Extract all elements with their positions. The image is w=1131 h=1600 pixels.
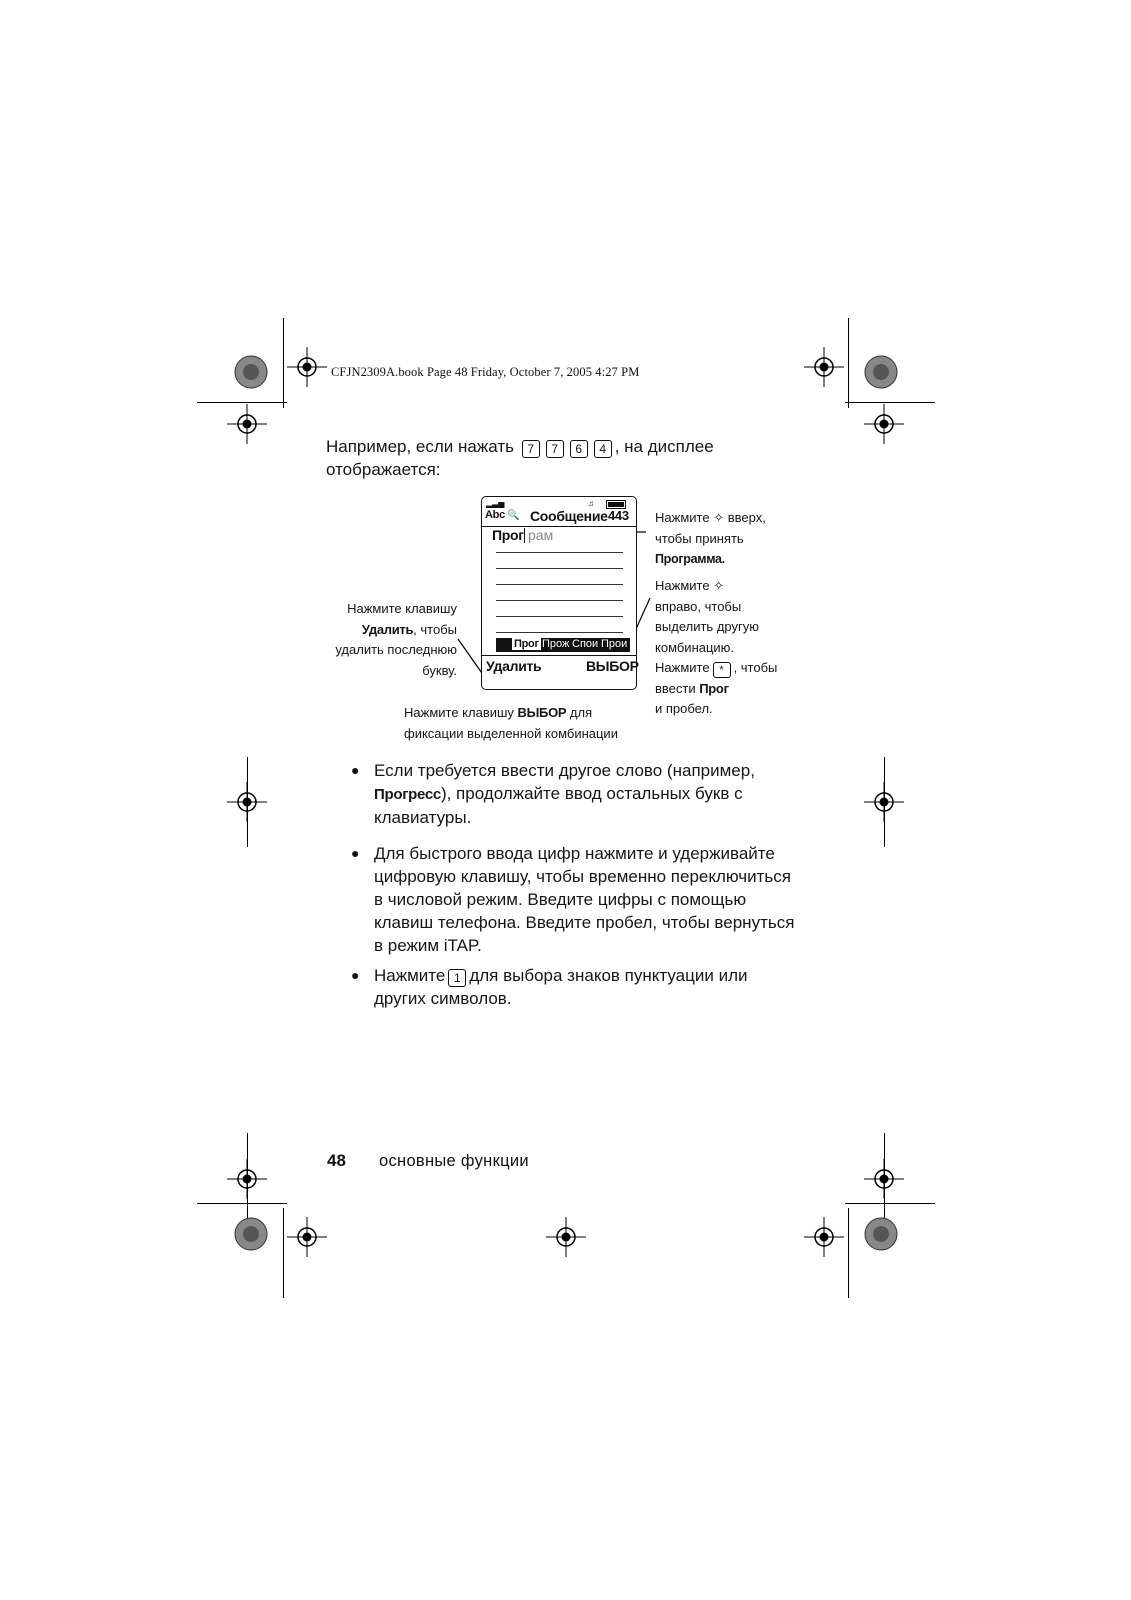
key-7-icon: 7 [522, 440, 540, 458]
bullet-line: других символов. [374, 989, 512, 1008]
display-title: Сообщение [530, 508, 608, 524]
bullet-line: клавиш телефона. Введите пробел, чтобы вернуться [374, 913, 795, 932]
bullet-3 [374, 964, 794, 1010]
callout-right-line: чтобы принять [655, 530, 744, 546]
callout-key: ВЫБОР [517, 705, 567, 720]
callout-left-line: Нажмите клавишу [347, 601, 457, 616]
key-4-icon: 4 [594, 440, 612, 458]
key-6-icon: 6 [570, 440, 588, 458]
print-header: CFJN2309A.book Page 48 Friday, October 7, 2005 4:27 PM [331, 365, 640, 379]
choice-item: Прож [542, 638, 570, 650]
intro-prefix: Например, если нажать [326, 437, 514, 456]
callout-bottom [404, 703, 644, 744]
callout-text: Нажмите [655, 660, 710, 675]
char-counter: 443 [608, 508, 629, 523]
callout-right-line [655, 679, 795, 700]
bullet-text: Нажмите [374, 966, 446, 985]
page-number: 48 [327, 1151, 346, 1170]
completion-text: рам [528, 527, 554, 543]
star-key-icon: * [713, 662, 731, 678]
callout-left-key: Удалить [361, 621, 414, 637]
bullet-line [374, 782, 794, 806]
callout-text: Нажмите [655, 510, 710, 525]
key-1-icon: 1 [448, 969, 466, 987]
callout-bottom-line: фиксации выделенной комбинации [404, 725, 618, 741]
bullet-line [374, 964, 794, 987]
callout-text: вверх, [727, 510, 766, 525]
bullet-line: клавиатуры. [374, 808, 472, 827]
itap-icon: 🔍 [507, 510, 520, 521]
choice-item: Прои [601, 638, 628, 650]
typed-text: Прог [492, 527, 524, 543]
signal-icon: ▂▃▅ [486, 499, 505, 508]
callout-text: , чтобы [733, 660, 778, 675]
bullet-dot-icon: ● [351, 762, 360, 778]
callout-left-line: удалить последнюю [335, 642, 457, 657]
bullet-line: в режим iTAP. [374, 936, 482, 955]
text-mode-label: Abc [485, 509, 505, 521]
callout-text: для [569, 705, 593, 720]
callout-bottom-line [404, 703, 644, 724]
callout-left-line: букву. [422, 662, 457, 678]
choice-selected: Прог [514, 638, 539, 650]
callout-word: Прог [699, 680, 729, 696]
callout-right-line: вправо, чтобы [655, 598, 742, 614]
callout-right-line: выделить другую [655, 619, 759, 634]
intro-line-2: отображается: [326, 460, 441, 479]
text-cursor [524, 528, 525, 543]
callout-text: Нажмите [655, 578, 710, 593]
bullet-line: Для быстрого ввода цифр нажмите и удерживайте [374, 844, 775, 863]
bullet-line: в числовой режим. Введите цифры с помощью [374, 890, 747, 909]
callout-right-line [655, 508, 795, 529]
choice-item: Спои [572, 638, 599, 650]
choices-bar [496, 638, 630, 652]
callout-right-mid [655, 576, 795, 720]
right-soft-key: ВЫБОР [586, 658, 639, 674]
callout-left-line [314, 620, 457, 641]
intro-line-1 [326, 435, 714, 458]
phone-display [481, 496, 637, 690]
ringer-icon: ♫ [588, 499, 594, 508]
callout-right-line: и пробел. [655, 701, 713, 716]
callout-text: Нажмите клавишу [404, 705, 514, 720]
nav-key-icon: ✧ [713, 578, 725, 593]
callout-right-line [655, 576, 795, 597]
bullet-line: цифровую клавишу, чтобы временно переключиться [374, 867, 791, 886]
callout-left-text: , чтобы [413, 621, 457, 637]
callout-right-top [655, 508, 795, 570]
key-7-icon: 7 [546, 440, 564, 458]
intro-suffix: , на дисплее [614, 437, 714, 456]
bullet-1 [374, 759, 794, 829]
callout-text: ввести [655, 680, 696, 696]
bullet-text: для выбора знаков пунктуации или [469, 966, 748, 985]
bullet-2 [374, 842, 804, 957]
nav-key-icon: ✧ [713, 510, 725, 525]
bullet-text: ), продолжайте ввод остальных букв с [440, 784, 743, 803]
bullet-dot-icon: ● [351, 967, 360, 983]
bullet-line: Если требуется ввести другое слово (например, [374, 761, 755, 780]
bullet-dot-icon: ● [351, 845, 360, 861]
callout-left [314, 599, 457, 681]
callout-right-line [655, 658, 795, 679]
callout-right-line: комбинацию. [655, 639, 735, 655]
bullet-word: Прогресс [374, 786, 441, 803]
left-soft-key: Удалить [486, 658, 542, 674]
callout-right-line: Программа. [655, 552, 725, 566]
section-title: основные функции [379, 1152, 529, 1170]
